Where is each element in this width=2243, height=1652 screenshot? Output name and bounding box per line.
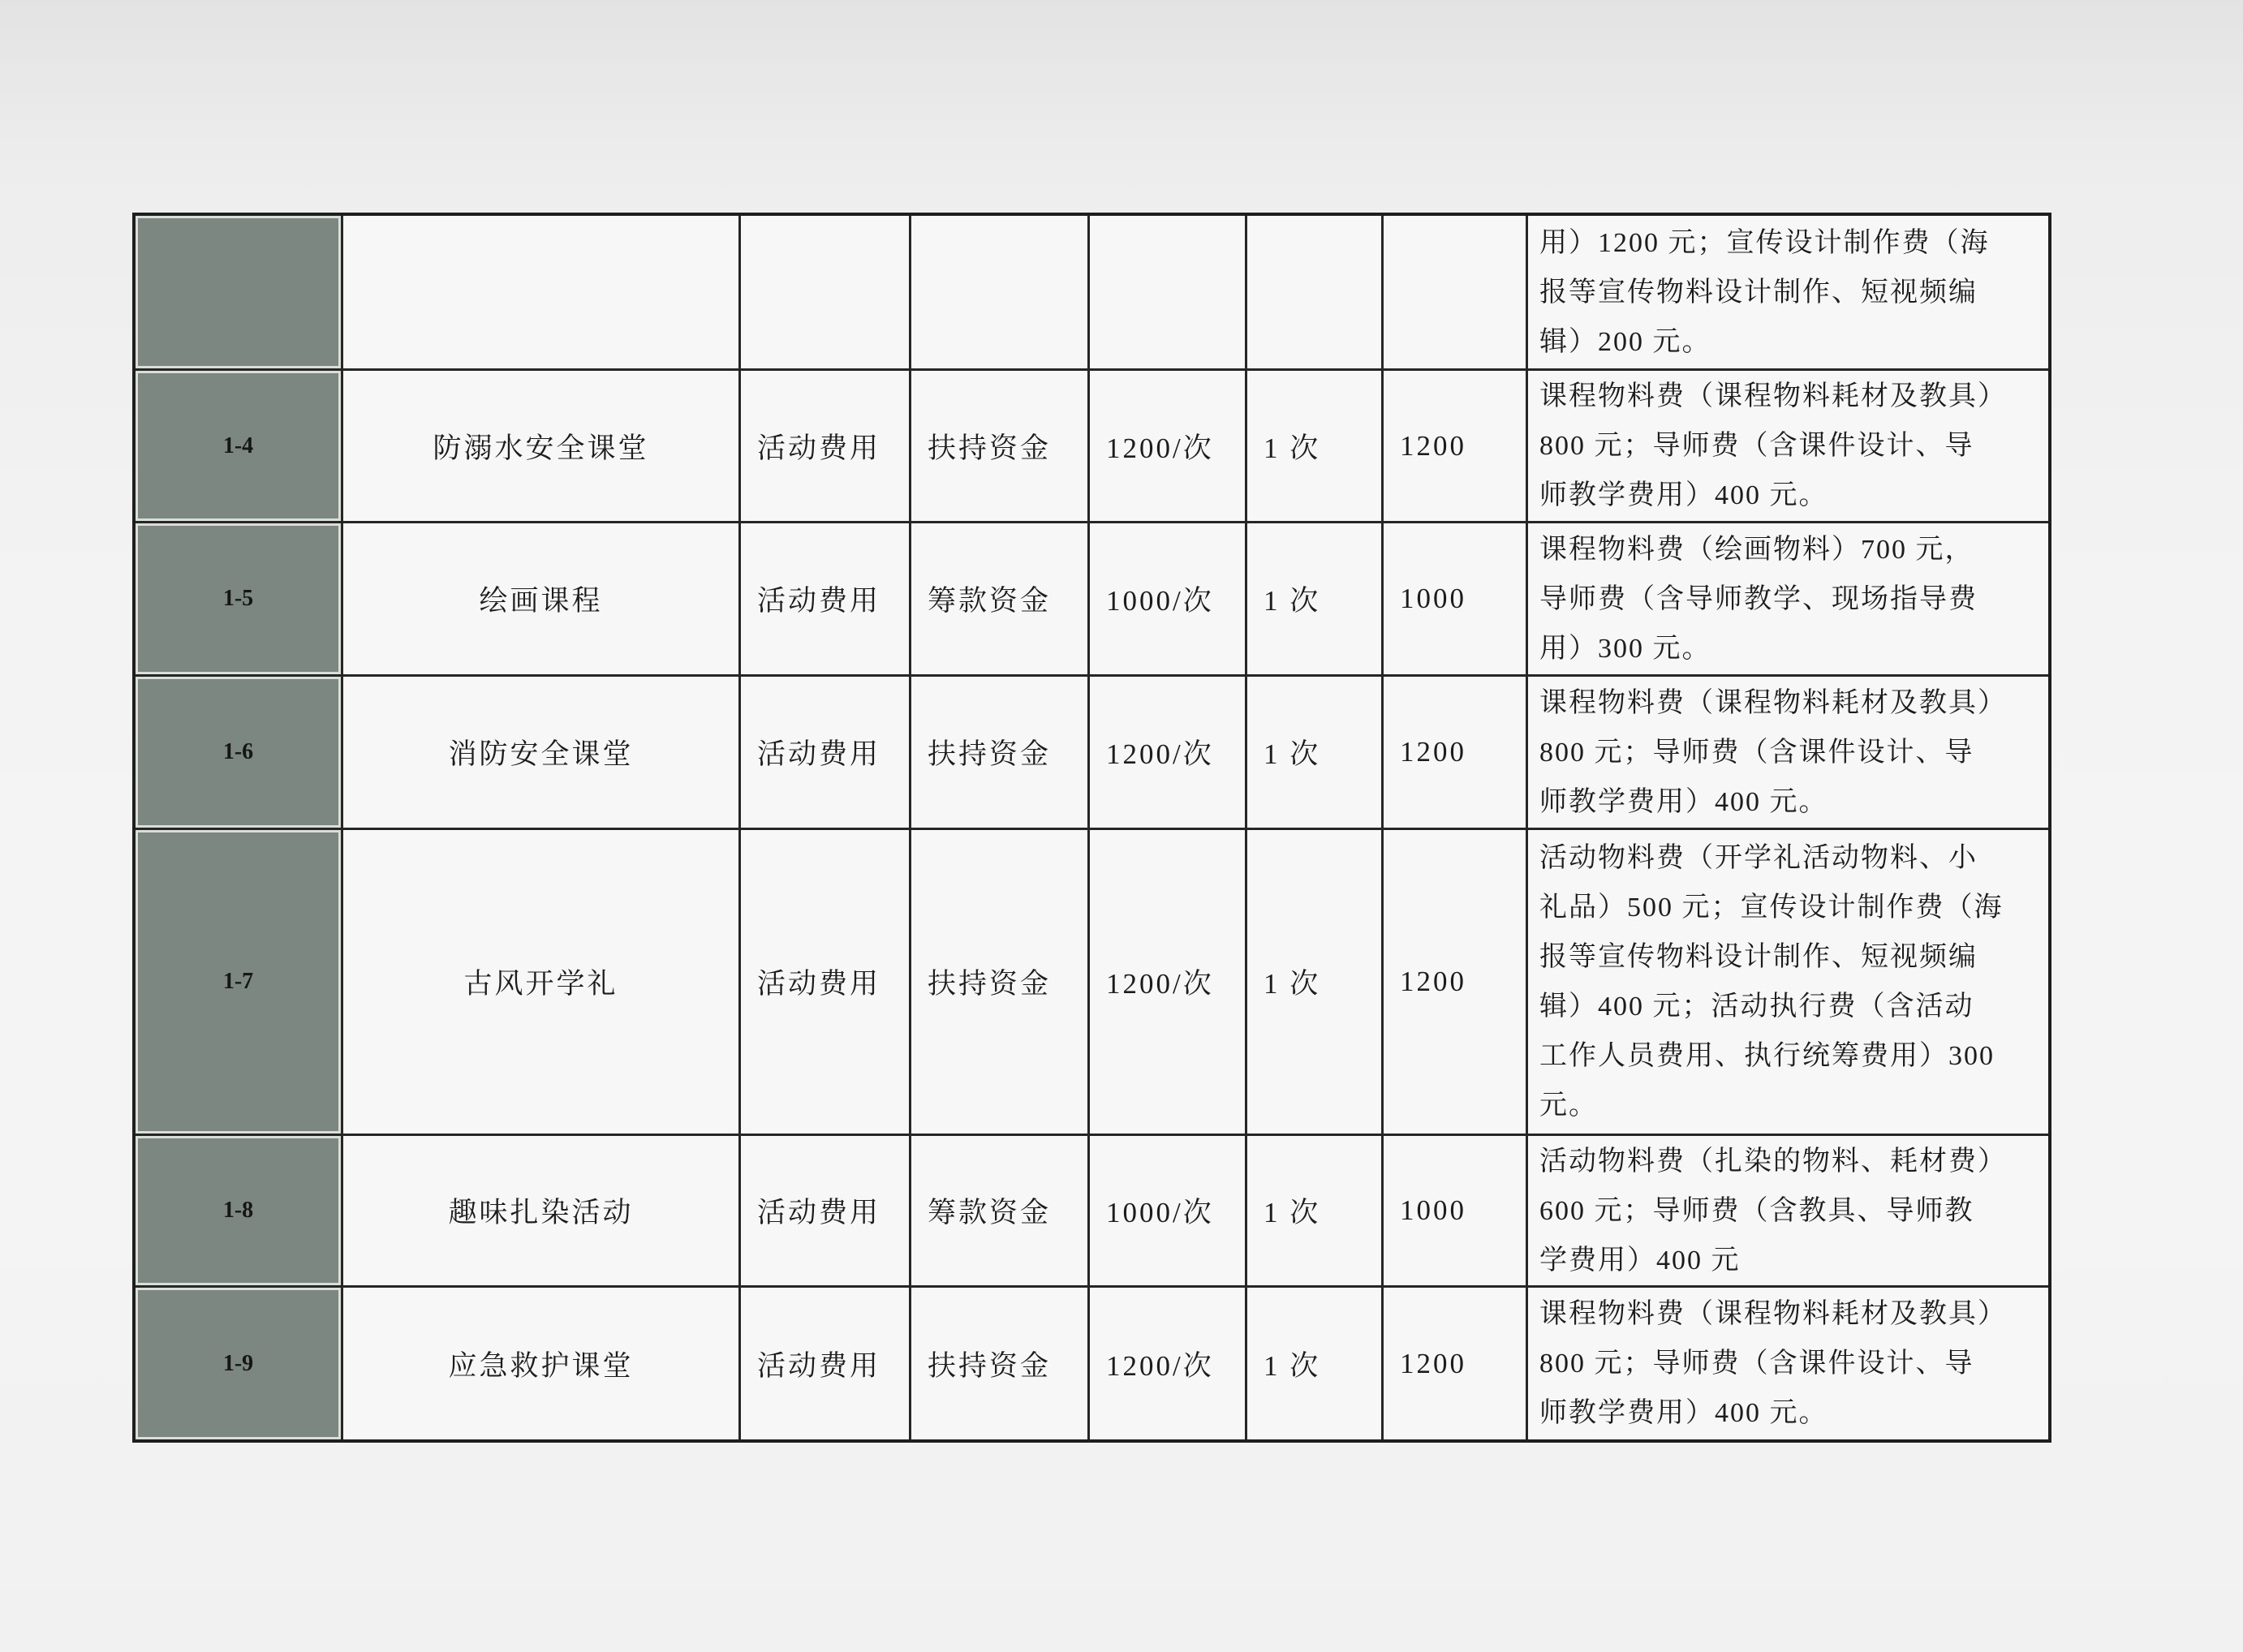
row-code-cell: 1-7 <box>136 830 343 1136</box>
row-code-cell: 1-5 <box>136 523 343 677</box>
expense-category-cell: 活动费用 <box>741 830 911 1136</box>
amount-cell: 1000 <box>1384 1136 1528 1288</box>
frequency-cell: 1 次 <box>1247 371 1384 523</box>
row-code-cell <box>136 216 343 371</box>
description-line: 师教学费用）400 元。 <box>1539 1398 1828 1428</box>
item-name-cell: 古风开学礼 <box>343 830 741 1136</box>
unit-price-cell: 1200/次 <box>1090 371 1247 523</box>
frequency-cell: 1 次 <box>1247 523 1384 677</box>
fund-source-cell: 扶持资金 <box>911 677 1090 830</box>
frequency-cell: 1 次 <box>1247 1136 1384 1288</box>
frequency-cell: 1 次 <box>1247 1288 1384 1439</box>
item-name-cell: 趣味扎染活动 <box>343 1136 741 1288</box>
unit-price-cell: 1200/次 <box>1090 1288 1247 1439</box>
description-line: 600 元；导师费（含教具、导师教 <box>1539 1195 1974 1226</box>
description-line: 元。 <box>1539 1091 1598 1121</box>
description-line: 活动物料费（开学礼活动物料、小 <box>1539 843 1978 873</box>
unit-price-cell <box>1090 216 1247 371</box>
description-cell <box>1528 371 2048 523</box>
fund-source-cell: 扶持资金 <box>911 371 1090 523</box>
amount-cell: 1200 <box>1384 1288 1528 1439</box>
frequency-cell: 1 次 <box>1247 830 1384 1136</box>
description-line: 课程物料费（课程物料耗材及教具） <box>1539 1299 2007 1329</box>
budget-table <box>132 213 2051 1443</box>
description-line: 活动物料费（扎染的物料、耗材费） <box>1539 1146 2007 1177</box>
expense-category-cell: 活动费用 <box>741 523 911 677</box>
description-line: 800 元；导师费（含课件设计、导 <box>1539 431 1974 461</box>
expense-category-cell: 活动费用 <box>741 677 911 830</box>
description-line: 800 元；导师费（含课件设计、导 <box>1539 1349 1974 1379</box>
description-line: 报等宣传物料设计制作、短视频编 <box>1539 942 1978 972</box>
amount-cell: 1000 <box>1384 523 1528 677</box>
row-code-cell: 1-8 <box>136 1136 343 1288</box>
expense-category-cell: 活动费用 <box>741 1288 911 1439</box>
description-line: 师教学费用）400 元。 <box>1539 480 1828 510</box>
amount-cell <box>1384 216 1528 371</box>
description-line: 学费用）400 元 <box>1539 1245 1741 1276</box>
description-line: 师教学费用）400 元。 <box>1539 786 1828 817</box>
item-name-cell: 应急救护课堂 <box>343 1288 741 1439</box>
amount-cell: 1200 <box>1384 677 1528 830</box>
description-line: 课程物料费（课程物料耗材及教具） <box>1539 687 2007 718</box>
unit-price-cell: 1200/次 <box>1090 677 1247 830</box>
item-name-cell <box>343 216 741 371</box>
frequency-cell <box>1247 216 1384 371</box>
unit-price-cell: 1000/次 <box>1090 523 1247 677</box>
row-code-cell: 1-4 <box>136 371 343 523</box>
row-code-cell: 1-6 <box>136 677 343 830</box>
amount-cell: 1200 <box>1384 830 1528 1136</box>
row-code-cell: 1-9 <box>136 1288 343 1439</box>
description-line: 用）1200 元；宣传设计制作费（海 <box>1539 227 1990 258</box>
description-line: 课程物料费（课程物料耗材及教具） <box>1539 381 2007 411</box>
description-cell <box>1528 1288 2048 1439</box>
expense-category-cell: 活动费用 <box>741 371 911 523</box>
item-name-cell: 防溺水安全课堂 <box>343 371 741 523</box>
item-name-cell: 消防安全课堂 <box>343 677 741 830</box>
description-cell <box>1528 216 2048 371</box>
description-cell <box>1528 1136 2048 1288</box>
expense-category-cell <box>741 216 911 371</box>
unit-price-cell: 1000/次 <box>1090 1136 1247 1288</box>
expense-category-cell: 活动费用 <box>741 1136 911 1288</box>
description-line: 用）300 元。 <box>1539 633 1711 664</box>
description-line: 800 元；导师费（含课件设计、导 <box>1539 737 1974 768</box>
item-name-cell: 绘画课程 <box>343 523 741 677</box>
fund-source-cell: 扶持资金 <box>911 830 1090 1136</box>
fund-source-cell: 扶持资金 <box>911 1288 1090 1439</box>
amount-cell: 1200 <box>1384 371 1528 523</box>
fund-source-cell <box>911 216 1090 371</box>
fund-source-cell: 筹款资金 <box>911 523 1090 677</box>
description-line: 导师费（含导师教学、现场指导费 <box>1539 583 1978 614</box>
description-line: 礼品）500 元；宣传设计制作费（海 <box>1539 893 2004 923</box>
description-line: 课程物料费（绘画物料）700 元， <box>1539 534 1974 565</box>
fund-source-cell: 筹款资金 <box>911 1136 1090 1288</box>
frequency-cell: 1 次 <box>1247 677 1384 830</box>
description-cell <box>1528 523 2048 677</box>
description-line: 辑）400 元；活动执行费（含活动 <box>1539 992 1974 1022</box>
description-line: 报等宣传物料设计制作、短视频编 <box>1539 277 1978 308</box>
description-cell <box>1528 677 2048 830</box>
description-line: 工作人员费用、执行统筹费用）300 <box>1539 1041 1995 1071</box>
unit-price-cell: 1200/次 <box>1090 830 1247 1136</box>
description-line: 辑）200 元。 <box>1539 326 1711 357</box>
description-cell <box>1528 830 2048 1136</box>
